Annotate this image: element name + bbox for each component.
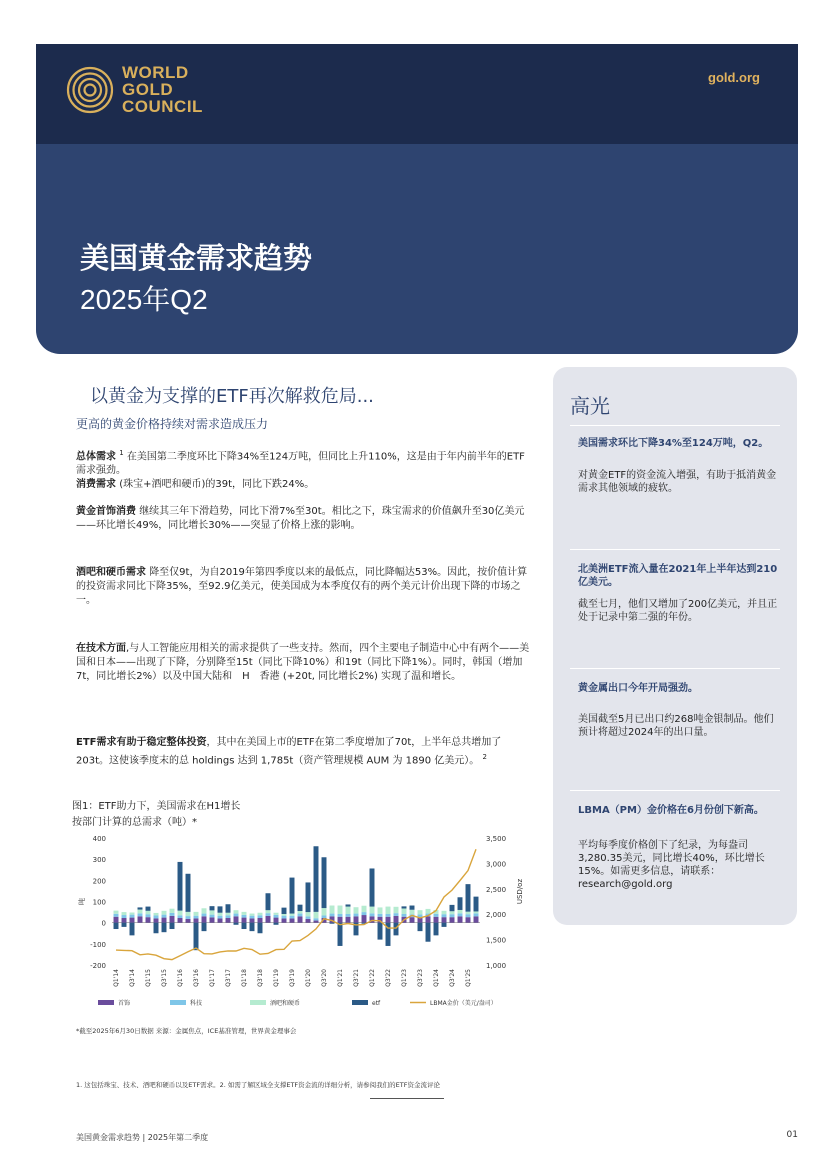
- x-tick-label: Q3'21: [353, 969, 360, 987]
- bar-segment: [274, 918, 279, 923]
- legend-swatch: [98, 1000, 114, 1005]
- highlight-2-body: 截至七月，他们又增加了200亿美元，并且正处于记录中第二强的年份。: [578, 599, 778, 623]
- bar-segment: [250, 916, 255, 919]
- bar-segment: [442, 917, 447, 923]
- bar-segment: [314, 921, 319, 923]
- bar-segment: [418, 923, 423, 931]
- bar-segment: [378, 907, 383, 913]
- gold-org-link[interactable]: gold.org: [708, 70, 760, 85]
- bar-segment: [394, 923, 399, 936]
- bar-segment: [258, 913, 263, 916]
- bar-segment: [306, 919, 311, 923]
- bar-segment: [434, 923, 439, 936]
- bar-segment: [330, 906, 335, 914]
- bar-segment: [346, 917, 351, 923]
- bar-segment: [218, 916, 223, 919]
- figure-subtitle: 按部门计算的总需求（吨）*: [72, 817, 197, 828]
- highlight-1-head: 美国需求环比下降34%至124万吨，Q2。: [578, 438, 769, 449]
- logo-text: [122, 64, 203, 115]
- bar-segment: [274, 913, 279, 915]
- figure-source: *截至2025年6月30日数据 来源：金属焦点，ICE基准管理，世界黄金理事会: [76, 1027, 297, 1035]
- bar-segment: [290, 918, 295, 922]
- bar-segment: [218, 918, 223, 922]
- bar-segment: [338, 906, 343, 914]
- bar-segment: [146, 907, 151, 911]
- bar-segment: [314, 846, 319, 912]
- bar-segment: [250, 918, 255, 922]
- logo-line-3: COUNCIL: [122, 97, 203, 116]
- bar-segment: [162, 911, 167, 915]
- bar-segment: [298, 911, 303, 914]
- bar-segment: [242, 918, 247, 923]
- sidebar-divider: [570, 425, 780, 426]
- text-bars-coins: 降至仅9t，为自2019年第四季度以来的最低点，同比降幅达53%。因此，按价值计算的投资需求同比下降35%，至92.9亿美元，使美国成为本季度仅有的两个美元计价出现下降的市场之一。: [76, 567, 528, 606]
- y-right-tick-label: 2,000: [486, 911, 507, 920]
- legend-swatch: [170, 1000, 186, 1005]
- bar-segment: [202, 908, 207, 913]
- highlight-3-head: 黄金属出口今年开局强劲。: [578, 683, 698, 694]
- bar-segment: [458, 913, 463, 916]
- bar-segment: [458, 916, 463, 922]
- bar-segment: [186, 916, 191, 919]
- bar-segment: [210, 915, 215, 918]
- bar-segment: [426, 909, 431, 914]
- bar-segment: [266, 910, 271, 913]
- bar-segment: [114, 911, 119, 914]
- bar-segment: [290, 878, 295, 914]
- bar-segment: [234, 916, 239, 922]
- bar-segment: [466, 914, 471, 917]
- text-total-demand: 在美国第二季度环比下降34%至124万吨，但同比上升110%，这是由于年内前半年的ETF需求强劲。: [76, 451, 525, 477]
- bar-segment: [394, 913, 399, 916]
- bar-segment: [458, 897, 463, 910]
- paragraph-total-demand: [76, 446, 531, 492]
- bar-segment: [386, 907, 391, 914]
- legend-label: etf: [372, 1000, 381, 1007]
- bar-segment: [170, 923, 175, 929]
- bar-segment: [394, 916, 399, 923]
- bar-segment: [186, 912, 191, 916]
- bar-segment: [218, 906, 223, 912]
- y-right-tick-label: 2,500: [486, 885, 507, 894]
- bar-segment: [450, 911, 455, 914]
- bar-segment: [322, 908, 327, 915]
- x-tick-label: Q3'18: [257, 969, 264, 987]
- report-title: 美国黄金需求趋势: [80, 241, 313, 275]
- y-left-tick-label: 400: [92, 835, 106, 843]
- bar-segment: [458, 910, 463, 913]
- bar-segment: [466, 917, 471, 923]
- x-tick-label: Q1'23: [401, 969, 408, 987]
- bar-segment: [450, 914, 455, 917]
- x-tick-label: Q3'17: [225, 969, 232, 987]
- lead-consumer-demand: 消费需求: [76, 479, 116, 491]
- bar-segment: [130, 915, 135, 918]
- bar-segment: [434, 917, 439, 923]
- x-tick-label: Q1'21: [337, 969, 344, 987]
- bar-segment: [434, 914, 439, 917]
- bar-segment: [378, 923, 383, 940]
- bar-segment: [178, 911, 183, 916]
- report-period: 2025年Q2: [80, 284, 208, 315]
- bar-segment: [138, 907, 143, 909]
- x-tick-label: Q1'24: [433, 969, 440, 987]
- bar-segment: [234, 910, 239, 913]
- bar-segment: [178, 915, 183, 918]
- x-tick-label: Q1'25: [465, 969, 472, 987]
- bar-segment: [402, 906, 407, 908]
- bar-segment: [258, 918, 263, 923]
- bar-segment: [250, 914, 255, 916]
- bar-segment: [282, 916, 287, 919]
- x-tick-label: Q3'22: [385, 969, 392, 987]
- wgc-logo[interactable]: [66, 64, 203, 115]
- bar-segment: [138, 913, 143, 916]
- bar-segment: [194, 916, 199, 919]
- bar-segment: [426, 916, 431, 922]
- bar-segment: [282, 918, 287, 922]
- x-tick-label: Q1'16: [177, 969, 184, 987]
- y-right-axis-label: USD/oz: [516, 878, 524, 905]
- bar-segment: [122, 912, 127, 915]
- bar-segment: [298, 916, 303, 922]
- section-subheading: 更高的黄金价格持续对需求造成压力: [76, 417, 269, 431]
- bar-segment: [282, 908, 287, 914]
- bar-segment: [370, 868, 375, 906]
- bar-segment: [466, 884, 471, 912]
- bar-segment: [122, 923, 127, 927]
- x-tick-label: Q1'15: [145, 969, 152, 987]
- logo-line-1: WORLD: [122, 63, 189, 82]
- y-left-axis-label: 吨: [78, 898, 86, 905]
- bar-segment: [418, 910, 423, 914]
- bar-segment: [410, 910, 415, 915]
- x-tick-label: Q3'14: [129, 969, 136, 987]
- x-tick-label: Q3'20: [321, 969, 328, 987]
- bar-segment: [394, 907, 399, 913]
- y-left-tick-label: 100: [92, 898, 106, 907]
- bar-segment: [250, 923, 255, 931]
- text-consumer-demand: (珠宝+酒吧和硬币)的39t，同比下跌24%。: [119, 479, 315, 491]
- bar-segment: [410, 917, 415, 923]
- bar-segment: [298, 914, 303, 917]
- highlight-4-head: LBMA（PM）金价格在6月份创下新高。: [578, 805, 764, 816]
- y-left-tick-label: 0: [101, 919, 106, 928]
- sidebar-divider: [570, 549, 780, 550]
- bar-segment: [114, 923, 119, 929]
- bar-segment: [298, 905, 303, 911]
- bar-segment: [146, 914, 151, 917]
- bar-segment: [450, 917, 455, 923]
- gold-price-line: [116, 849, 476, 959]
- bar-segment: [354, 916, 359, 922]
- bar-segment: [306, 912, 311, 916]
- bar-segment: [346, 904, 351, 906]
- bar-segment: [226, 915, 231, 918]
- bar-segment: [242, 915, 247, 918]
- logo-line-2: GOLD: [122, 80, 174, 99]
- bar-segment: [122, 915, 127, 918]
- bar-segment: [474, 913, 479, 916]
- footnote-divider: [370, 1098, 444, 1099]
- bar-segment: [474, 916, 479, 922]
- bar-segment: [338, 914, 343, 917]
- bar-segment: [210, 917, 215, 922]
- text-jewellery: 继续其三年下滑趋势，同比下滑7%至30t。相比之下，珠宝需求的价值飙升至30亿美元——环比增长49%，同比增长30%——突显了价格上涨的影响。: [76, 506, 525, 531]
- bar-segment: [386, 917, 391, 923]
- bar-segment: [370, 913, 375, 916]
- footnotes: 1. 这包括珠宝、技术、酒吧和硬币以及ETF需求。2. 如需了解区域全支撑ETF资金流的详细分析，请参阅我们的ETF资金流评论: [76, 1081, 440, 1089]
- sidebar-divider: [570, 790, 780, 791]
- bar-segment: [466, 912, 471, 915]
- bar-segment: [218, 913, 223, 916]
- lead-etf: ETF需求有助于稳定整体投资: [76, 737, 207, 748]
- bar-segment: [402, 914, 407, 917]
- text-technology: ,与人工智能应用相关的需求提供了一些支持。然而，四个主要电子制造中心中有两个——美国和日本——出现了下降，分别降至15t（同比下降10%）和19t（同比下降1%）。同时，韩国（增加7t，同比增长2%）以及中国大陆和 H 香港 (+20t, 同比增长2%) 实现了温和增长。: [76, 643, 530, 682]
- x-tick-label: Q3'24: [449, 969, 456, 987]
- lead-bars-coins: 酒吧和硬币需求: [76, 567, 146, 578]
- lead-total-demand: 总体需求: [76, 451, 116, 463]
- bar-segment: [426, 923, 431, 942]
- x-tick-label: Q1'18: [241, 969, 248, 987]
- bar-segment: [322, 915, 327, 918]
- legend-label: 首饰: [118, 1000, 131, 1007]
- bar-segment: [114, 914, 119, 917]
- us-demand-chart: [70, 828, 540, 1028]
- bar-segment: [314, 918, 319, 920]
- x-tick-label: Q3'16: [193, 969, 200, 987]
- bar-segment: [338, 923, 343, 946]
- bar-segment: [234, 914, 239, 917]
- y-right-tick-label: 3,000: [486, 860, 507, 869]
- y-right-tick-label: 1,000: [486, 962, 507, 970]
- bar-segment: [226, 918, 231, 923]
- paragraph-etf: [76, 736, 531, 768]
- sidebar-divider: [570, 668, 780, 669]
- legend-swatch: [352, 1000, 368, 1005]
- bar-segment: [346, 907, 351, 914]
- bar-segment: [362, 915, 367, 923]
- bar-segment: [226, 913, 231, 916]
- bar-segment: [330, 914, 335, 917]
- bar-segment: [178, 862, 183, 911]
- bar-segment: [450, 905, 455, 911]
- bar-segment: [146, 917, 151, 923]
- bar-segment: [202, 914, 207, 917]
- paragraph-jewellery: [76, 505, 531, 533]
- bar-segment: [354, 914, 359, 917]
- bar-segment: [442, 914, 447, 917]
- y-left-tick-label: 300: [92, 856, 106, 865]
- bar-segment: [130, 918, 135, 923]
- bar-segment: [178, 918, 183, 923]
- legend-label: 酒吧和硬币: [270, 1000, 301, 1007]
- bar-segment: [122, 918, 127, 923]
- bar-segment: [362, 912, 367, 915]
- bar-segment: [306, 916, 311, 919]
- highlight-1-body: 对黄金ETF的资金流入增强，有助于抵消黄金需求其他领域的疲软。: [578, 470, 777, 494]
- y-left-tick-label: -200: [90, 962, 106, 970]
- bar-segment: [186, 874, 191, 912]
- lead-technology: 在技术方面: [76, 643, 126, 654]
- bar-segment: [378, 914, 383, 917]
- x-tick-label: Q3'23: [417, 969, 424, 987]
- x-tick-label: Q3'15: [161, 969, 168, 987]
- x-tick-label: Q1'14: [113, 969, 120, 987]
- text-etf: ，其中在美国上市的ETF在第二季度增加了70t，上半年总共增加了203t。这使该季度末的总 holdings 达到 1,785t（资产管理规模 AUM 为 1890 亿美元）。: [76, 737, 502, 767]
- bar-segment: [226, 904, 231, 912]
- header-banner: [36, 44, 798, 354]
- bar-segment: [442, 911, 447, 914]
- bar-segment: [474, 911, 479, 913]
- legend-label: 科技: [190, 1000, 203, 1007]
- section-heading: 以黄金为支撑的ETF再次解救危局...: [90, 386, 374, 407]
- bar-segment: [138, 916, 143, 922]
- bar-segment: [202, 916, 207, 922]
- bar-segment: [154, 915, 159, 918]
- bar-segment: [290, 916, 295, 919]
- bar-segment: [474, 897, 479, 912]
- paragraph-bars-coins: [76, 566, 531, 608]
- bar-segment: [370, 907, 375, 914]
- bar-segment: [234, 923, 239, 925]
- bar-segment: [410, 906, 415, 910]
- footnote-ref-2[interactable]: 2: [482, 753, 487, 761]
- footnote-ref-1[interactable]: 1: [119, 449, 124, 457]
- bar-segment: [170, 909, 175, 913]
- bar-segment: [322, 857, 327, 908]
- bar-segment: [162, 915, 167, 918]
- figure-title: 图1：ETF助力下，美国需求在H1增长: [72, 801, 241, 812]
- bar-segment: [274, 923, 279, 925]
- bar-segment: [346, 914, 351, 917]
- highlight-4-body: 平均每季度价格创下了纪录，为每盎司3,280.35美元，同比增长40%，环比增长15%。如需更多信息，请联系：research@gold.org: [578, 840, 765, 890]
- bar-segment: [338, 917, 343, 923]
- highlight-3-body: 美国截至5月已出口约268吨金银制品。他们预计将超过2024年的出口量。: [578, 714, 774, 738]
- bar-segment: [194, 912, 199, 916]
- lead-jewellery: 黄金首饰消费: [76, 506, 136, 517]
- paragraph-technology: [76, 642, 531, 684]
- bar-segment: [154, 913, 159, 916]
- bar-segment: [242, 912, 247, 915]
- bar-segment: [442, 923, 447, 927]
- legend-label: LBMA金价（美元/盎司）: [430, 1000, 497, 1007]
- x-tick-label: Q1'20: [305, 969, 312, 987]
- x-tick-label: Q1'19: [273, 969, 280, 987]
- y-left-tick-label: -100: [90, 940, 106, 949]
- gold-rings-logo-icon: [66, 66, 114, 114]
- bar-segment: [202, 923, 207, 931]
- x-tick-label: Q1'17: [209, 969, 216, 987]
- bar-segment: [402, 908, 407, 914]
- bar-segment: [266, 893, 271, 910]
- bar-segment: [330, 923, 335, 924]
- legend-swatch: [250, 1000, 266, 1005]
- bar-segment: [258, 923, 263, 934]
- bar-segment: [186, 919, 191, 923]
- y-right-tick-label: 1,500: [486, 936, 507, 945]
- bar-segment: [242, 923, 247, 929]
- x-tick-label: Q1'22: [369, 969, 376, 987]
- bar-segment: [154, 918, 159, 922]
- bar-segment: [210, 910, 215, 914]
- bar-segment: [138, 910, 143, 914]
- bar-segment: [130, 923, 135, 936]
- bar-segment: [146, 911, 151, 914]
- bar-segment: [162, 923, 167, 933]
- bar-segment: [354, 907, 359, 913]
- bar-segment: [114, 917, 119, 923]
- bar-segment: [194, 918, 199, 922]
- bar-segment: [162, 918, 167, 923]
- bar-segment: [282, 914, 287, 916]
- y-right-tick-label: 3,500: [486, 835, 507, 843]
- footer-report-name: 美国黄金需求趋势 | 2025年第二季度: [76, 1133, 209, 1142]
- x-tick-label: Q3'19: [289, 969, 296, 987]
- bar-segment: [154, 923, 159, 934]
- bar-segment: [362, 906, 367, 912]
- y-left-tick-label: 200: [92, 877, 106, 886]
- bar-segment: [274, 915, 279, 918]
- bar-segment: [306, 882, 311, 912]
- page-number: 01: [786, 1130, 798, 1140]
- bar-segment: [386, 914, 391, 917]
- bar-segment: [314, 912, 319, 918]
- bar-segment: [266, 913, 271, 916]
- bar-segment: [258, 915, 263, 918]
- bar-segment: [170, 916, 175, 923]
- bar-segment: [210, 906, 215, 910]
- bar-segment: [266, 916, 271, 923]
- bar-segment: [170, 913, 175, 916]
- bar-segment: [194, 923, 199, 951]
- bar-segment: [290, 914, 295, 916]
- highlight-2-head: 北美洲ETF流入量在2021年上半年达到210亿美元。: [578, 564, 778, 588]
- highlights-title: 高光: [570, 394, 610, 418]
- bar-segment: [130, 913, 135, 915]
